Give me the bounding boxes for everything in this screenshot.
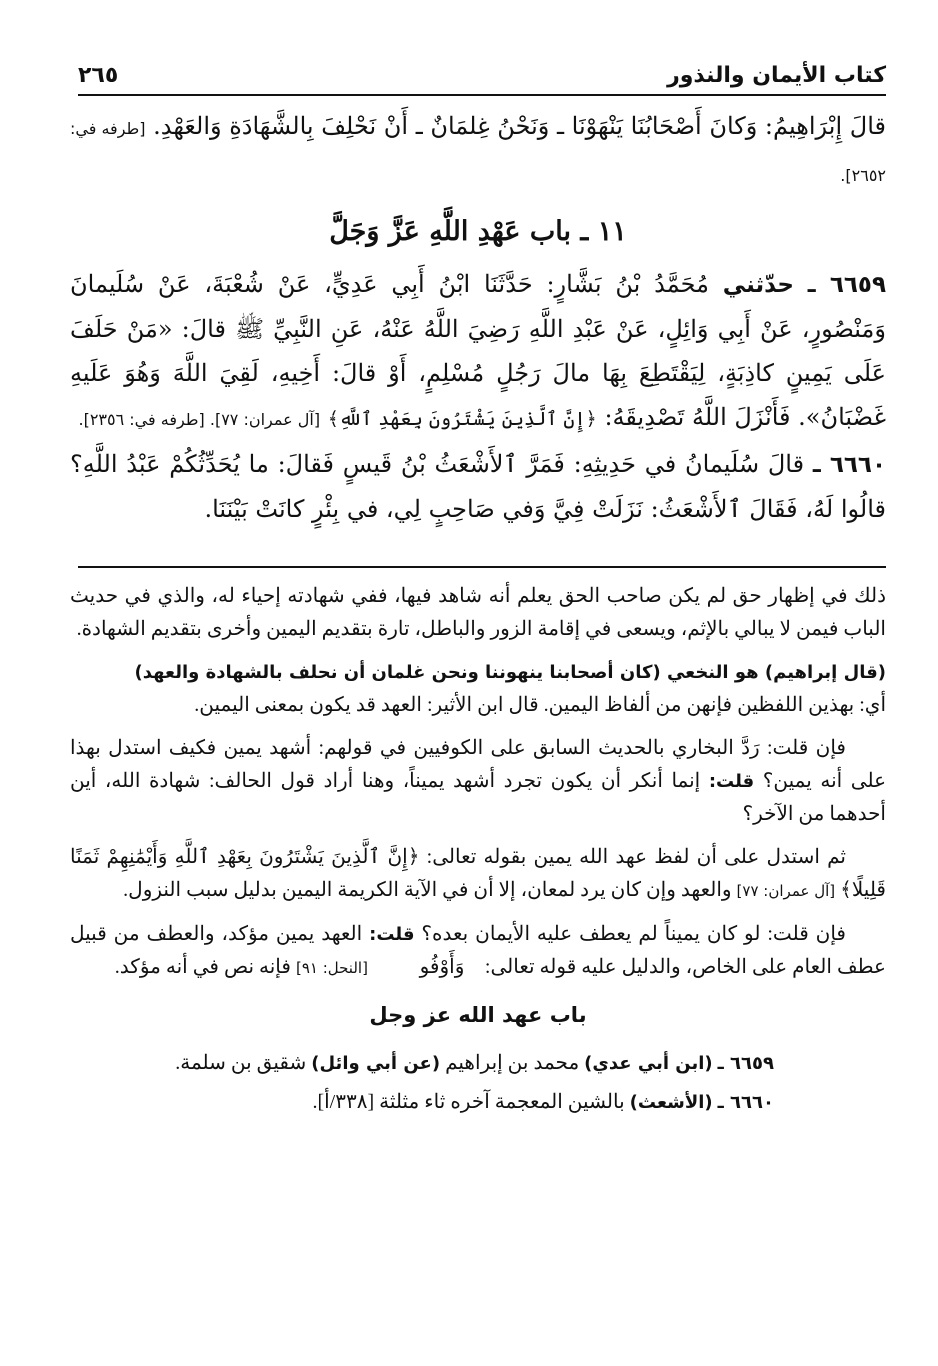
commentary-text: العهد يمين مؤكد، والعطف من قبيل عطف العام على الخاص، والدليل عليه قوله تعالى:: [70, 923, 886, 978]
commentary-text: ثم استدل على أن لفظ عهد الله يمين بقوله تعالى:: [426, 846, 846, 868]
commentary: [70, 580, 886, 1122]
answer-label: قلت:: [708, 771, 755, 792]
hadith-text: قالَ سُلَيمانُ في حَدِيثِهِ: فَمَرَّ ٱلأَشْعَثُ بْنُ قَيسٍ فَقالَ: ما يُحَدِّثُكُمْ عَبْدُ اللَّهِ؟ قالُوا لَهُ، فَقَالَ ٱلأَشْعَثُ: نَزَلَتْ فِيَّ وَفي صَاحِبٍ لِي، في بِئْرٍ كانَتْ بَيْنَنَا.: [70, 450, 886, 523]
quran-reference: [النحل: ٩١]: [295, 959, 368, 977]
line-number: ٦٦٦٠ ـ: [717, 1092, 774, 1113]
hadith-6659: [70, 262, 886, 442]
commentary-text: شقيق بن سلمة.: [175, 1052, 307, 1074]
commentary-paragraph: [70, 732, 886, 831]
answer-label: قلت:: [369, 924, 415, 945]
bold-quote: (الأشعث): [629, 1092, 713, 1113]
intro-reference: [طرفه في: ٢٦٥٢].: [70, 119, 886, 185]
hadith-number: ٦٦٥٩ ـ: [807, 272, 886, 298]
quran-quote: ﴿وَأَوْفُوا۟﴾: [372, 956, 480, 978]
commentary-text: فإنه نص في أنه مؤكد.: [114, 956, 291, 978]
page-number: ٢٦٥: [78, 63, 119, 88]
intro-paragraph: [70, 104, 886, 198]
hadith-number: ٦٦٦٠ ـ: [812, 452, 886, 478]
quran-quote: ﴿إِنَّ ٱلَّذِينَ يَشْتَرُونَ بِعَهْدِ ٱللَّهِ﴾: [327, 408, 597, 430]
commentary-text: أي: بهذين اللفظين فإنهن من ألفاظ اليمين. قال ابن الأثير: العهد قد يكون بمعنى اليمين.: [194, 694, 886, 716]
commentary-text: فإن قلت: رَدَّ البخاري بالحديث السابق على الكوفيين في قولهم: أشهد يمين فكيف استدل بهذا على أنه يمين؟: [70, 737, 887, 792]
quran-quote: ﴿إِنَّ ٱلَّذِينَ يَشْتَرُونَ بِعَهْدِ ٱللَّهِ وَأَيْمَٰنِهِمْ ثَمَنًا قَلِيلًا﴾: [70, 846, 886, 901]
commentary-paragraph: [70, 918, 886, 985]
commentary-text: فإن قلت: لو كان يميناً لم يعطف عليه الأيمان بعده؟: [421, 923, 846, 945]
commentary-line: [70, 1083, 886, 1122]
intro-text: قالَ إِبْرَاهِيمُ: وَكانَ أَصْحَابُنَا يَنْهَوْنَا ـ وَنَحْنُ غِلمَانٌ ـ أَنْ نَحْلِفَ بِالشَّهَادَةِ وَالعَهْدِ.: [153, 112, 886, 140]
chapter-heading: ١١ ـ باب عَهْدِ اللَّهِ عَزَّ وَجَلَّ: [329, 216, 627, 247]
commentary-paragraph: ذلك في إظهار حق لم يكن صاحب الحق يعلم أنه شاهد فيها، ففي شهادته إحياء له، والذي في حديث الباب فيمن لا يبالي بالإثم، ويسعى في إقامة الزور والباطل، تارة بتقديم اليمين وأخرى بتقديم الشهادة.: [70, 585, 886, 640]
hadith-lead-word: حدّثني: [722, 272, 794, 298]
bold-quote: (قال إبراهيم) هو النخعي (كان أصحابنا ينهوننا ونحن غلمان أن نحلف بالشهادة والعهد): [134, 662, 886, 683]
bold-quote: (ابن أبي عدي): [584, 1053, 713, 1074]
quran-reference: [آل عمران: ٧٧]: [736, 882, 836, 900]
commentary-line: [70, 1044, 886, 1083]
hadith-text: مُحَمَّدُ بْنُ بَشَّارٍ: حَدَّثَنَا ابْنُ أَبِي عَدِيٍّ، عَنْ شُعْبَةَ، عَنْ سُلَيمانَ وَمَنْصُورٍ، عَنْ أَبِي وَائِلٍ، عَنْ عَبْدِ اللَّهِ رَضِيَ اللَّهُ عَنْهُ، عَنِ النَّبِيِّ ﷺ قالَ: «مَنْ حَلَفَ عَلَى يَمِينٍ كاذِبَةٍ، لِيَقْتَطِعَ بِهَا مالَ رَجُلٍ مُسْلِمٍ، أَوْ قالَ: أَخِيهِ، لَقِيَ اللَّهَ وَهُوَ عَلَيهِ غَضْبَانُ». فَأَنْزَلَ اللَّهُ تَصْدِيقَهُ:: [70, 270, 886, 431]
commentary-paragraph: [70, 841, 886, 908]
page-header: [78, 52, 886, 96]
commentary-text: إنما أنكر أن يكون تجرد أشهد يميناً، وهنا أراد قول الحالف: شهادة الله، أين أحدهما من الآخر؟: [70, 770, 886, 825]
hadith-6660: [70, 442, 886, 531]
book-title: كتاب الأيمان والنذور: [667, 63, 886, 88]
commentary-text: والعهد وإن كان يرد لمعان، إلا أن في الآية الكريمة اليمين بدليل سبب النزول.: [123, 879, 732, 901]
main-text: [70, 104, 886, 531]
footnote-divider: [78, 566, 886, 568]
commentary-section-title: باب عهد الله عز وجل: [369, 1003, 587, 1027]
commentary-text: بالشين المعجمة آخره ثاء مثلثة [٣٣٨/أ].: [312, 1091, 625, 1113]
bold-quote: (عن أبي وائل): [311, 1053, 441, 1074]
commentary-paragraph: [70, 656, 886, 722]
hadith-reference: [آل عمران: ٧٧]. [طرفه في: ٢٣٥٦].: [78, 410, 321, 429]
commentary-text: محمد بن إبراهيم: [445, 1052, 580, 1074]
line-number: ٦٦٥٩ ـ: [717, 1053, 774, 1074]
